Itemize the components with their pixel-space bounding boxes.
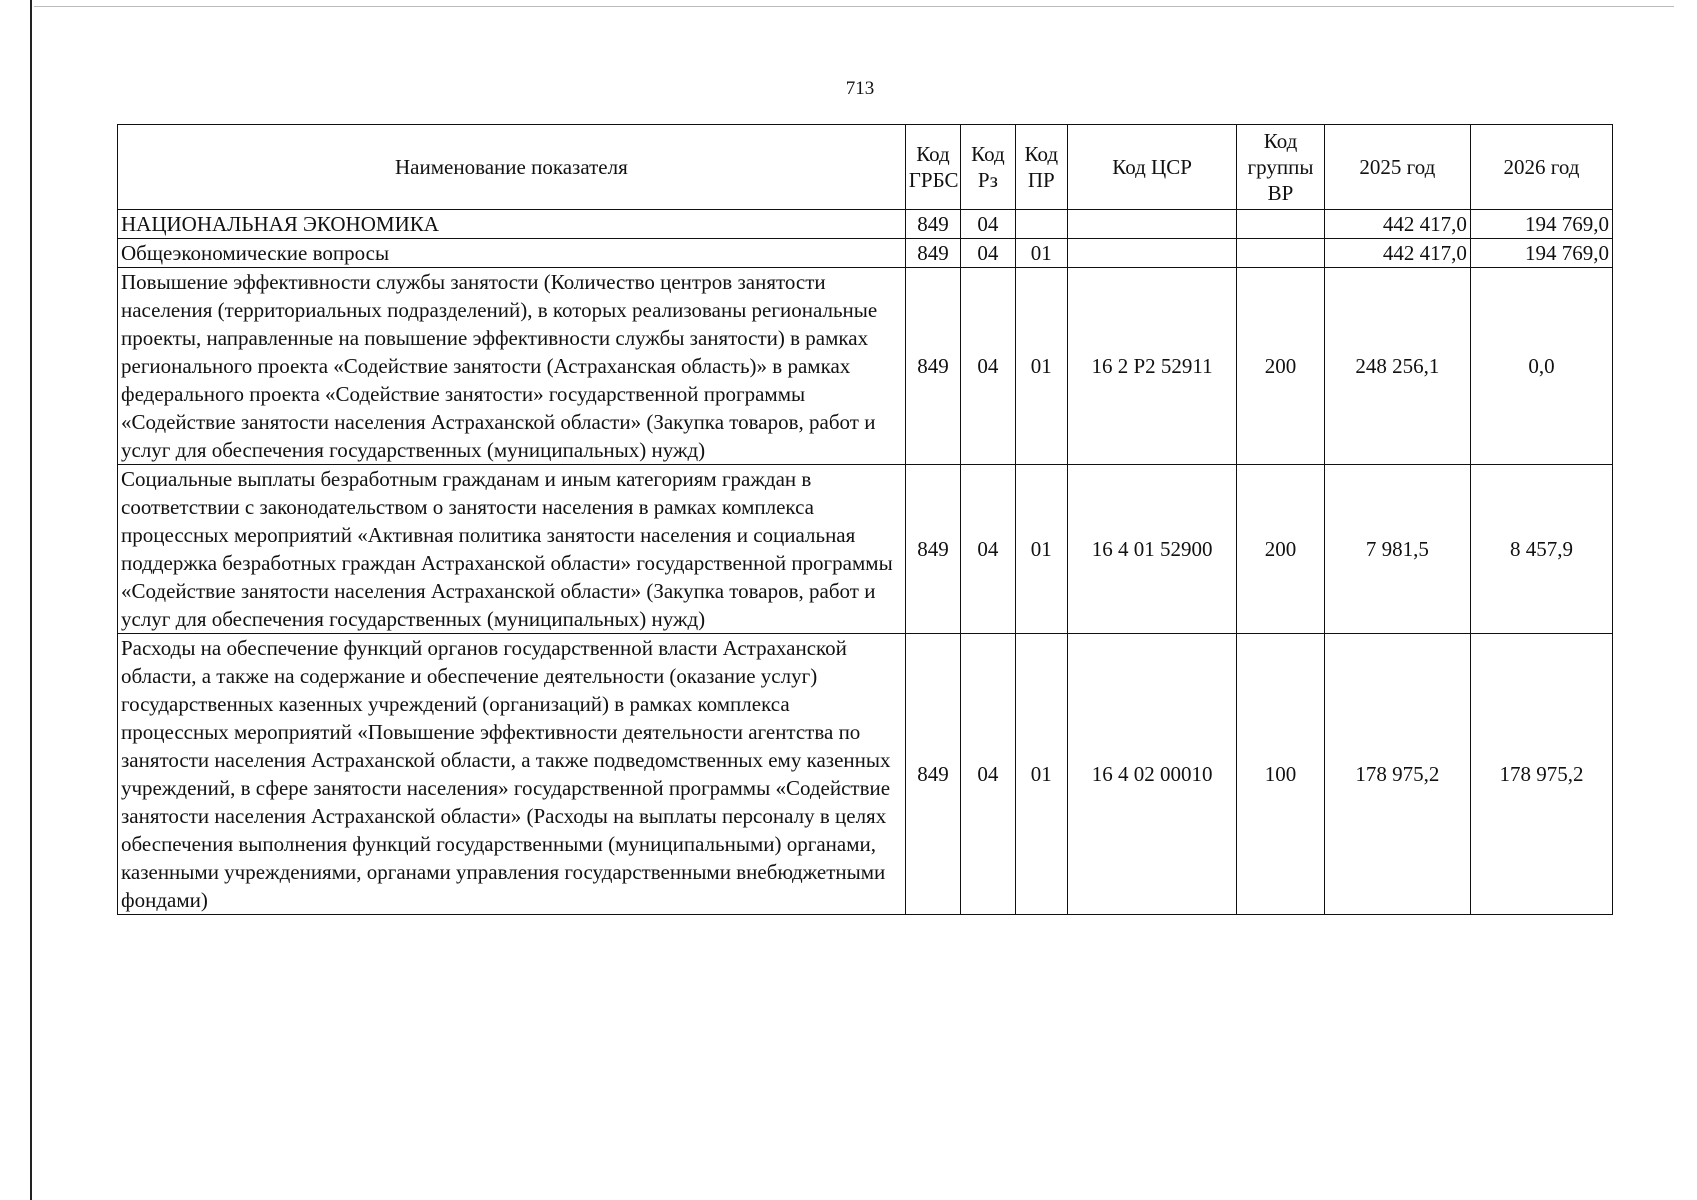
row-csr: 16 4 01 52900 [1067, 465, 1236, 634]
header-rz: Код Рз [961, 125, 1015, 210]
row-pr: 01 [1015, 634, 1067, 915]
row-pr [1015, 210, 1067, 239]
header-pr: Код ПР [1015, 125, 1067, 210]
header-name: Наименование показателя [118, 125, 906, 210]
row-2025: 178 975,2 [1324, 634, 1470, 915]
table-row [118, 268, 1613, 465]
row-pr: 01 [1015, 268, 1067, 465]
row-2026: 8 457,9 [1470, 465, 1612, 634]
row-rz: 04 [961, 210, 1015, 239]
row-grbs: 849 [905, 239, 960, 268]
row-2025: 442 417,0 [1324, 239, 1470, 268]
row-name: Социальные выплаты безработным гражданам и иным категориям граждан в соответствии с законодательством о занятости населения в рамках комплекса процессных мероприятий «Активная политика занятости населения и социальная поддержка безработных граждан Астраханской области» государственной программы «Содействие занятости населения Астраханской области» (Закупка товаров, работ и услуг для обеспечения государственных (муниципальных) нужд) [118, 465, 906, 634]
header-grbs: Код ГРБС [905, 125, 960, 210]
row-vr [1237, 210, 1325, 239]
header-csr: Код ЦСР [1067, 125, 1236, 210]
row-pr: 01 [1015, 239, 1067, 268]
header-2026: 2026 год [1470, 125, 1612, 210]
budget-table [117, 124, 1613, 915]
scan-edge-line [30, 0, 32, 1200]
row-grbs: 849 [905, 268, 960, 465]
row-rz: 04 [961, 268, 1015, 465]
row-2025: 442 417,0 [1324, 210, 1470, 239]
row-vr: 100 [1237, 634, 1325, 915]
table-row [118, 210, 1613, 239]
row-rz: 04 [961, 239, 1015, 268]
row-csr [1067, 239, 1236, 268]
row-vr: 200 [1237, 465, 1325, 634]
row-vr: 200 [1237, 268, 1325, 465]
row-grbs: 849 [905, 210, 960, 239]
table-row [118, 239, 1613, 268]
row-csr [1067, 210, 1236, 239]
scan-top-line [34, 6, 1674, 7]
row-name: Повышение эффективности службы занятости (Количество центров занятости населения (территориальных подразделений), в которых реализованы региональные проекты, направленные на повышение эффективности службы занятости) в рамках регионального проекта «Содействие занятости (Астраханская область)» в рамках федерального проекта «Содействие занятости» государственной программы «Содействие занятости населения Астраханской области» (Закупка товаров, работ и услуг для обеспечения государственных (муниципальных) нужд) [118, 268, 906, 465]
header-vr: Код группы ВР [1237, 125, 1325, 210]
page-number: 713 [845, 78, 875, 99]
row-rz: 04 [961, 465, 1015, 634]
row-csr: 16 4 02 00010 [1067, 634, 1236, 915]
table-row [118, 634, 1613, 915]
row-2026: 194 769,0 [1470, 239, 1612, 268]
row-grbs: 849 [905, 465, 960, 634]
row-name: Расходы на обеспечение функций органов государственной власти Астраханской области, а также на содержание и обеспечение деятельности (оказание услуг) государственных казенных учреждений (организаций) в рамках комплекса процессных мероприятий «Повышение эффективности деятельности агентства по занятости населения Астраханской области, а также подведомственных ему казенных учреждений, в сфере занятости населения» государственной программы «Содействие занятости населения Астраханской области» (Расходы на выплаты персоналу в целях обеспечения выполнения функций государственными (муниципальными) органами, казенными учреждениями, органами управления государственными внебюджетными фондами) [118, 634, 906, 915]
row-rz: 04 [961, 634, 1015, 915]
row-2025: 248 256,1 [1324, 268, 1470, 465]
row-2026: 0,0 [1470, 268, 1612, 465]
row-name: НАЦИОНАЛЬНАЯ ЭКОНОМИКА [118, 210, 906, 239]
row-pr: 01 [1015, 465, 1067, 634]
row-2026: 194 769,0 [1470, 210, 1612, 239]
table-row [118, 465, 1613, 634]
row-2025: 7 981,5 [1324, 465, 1470, 634]
row-vr [1237, 239, 1325, 268]
header-2025: 2025 год [1324, 125, 1470, 210]
row-2026: 178 975,2 [1470, 634, 1612, 915]
row-grbs: 849 [905, 634, 960, 915]
row-name: Общеэкономические вопросы [118, 239, 906, 268]
row-csr: 16 2 Р2 52911 [1067, 268, 1236, 465]
header-row [118, 125, 1613, 210]
